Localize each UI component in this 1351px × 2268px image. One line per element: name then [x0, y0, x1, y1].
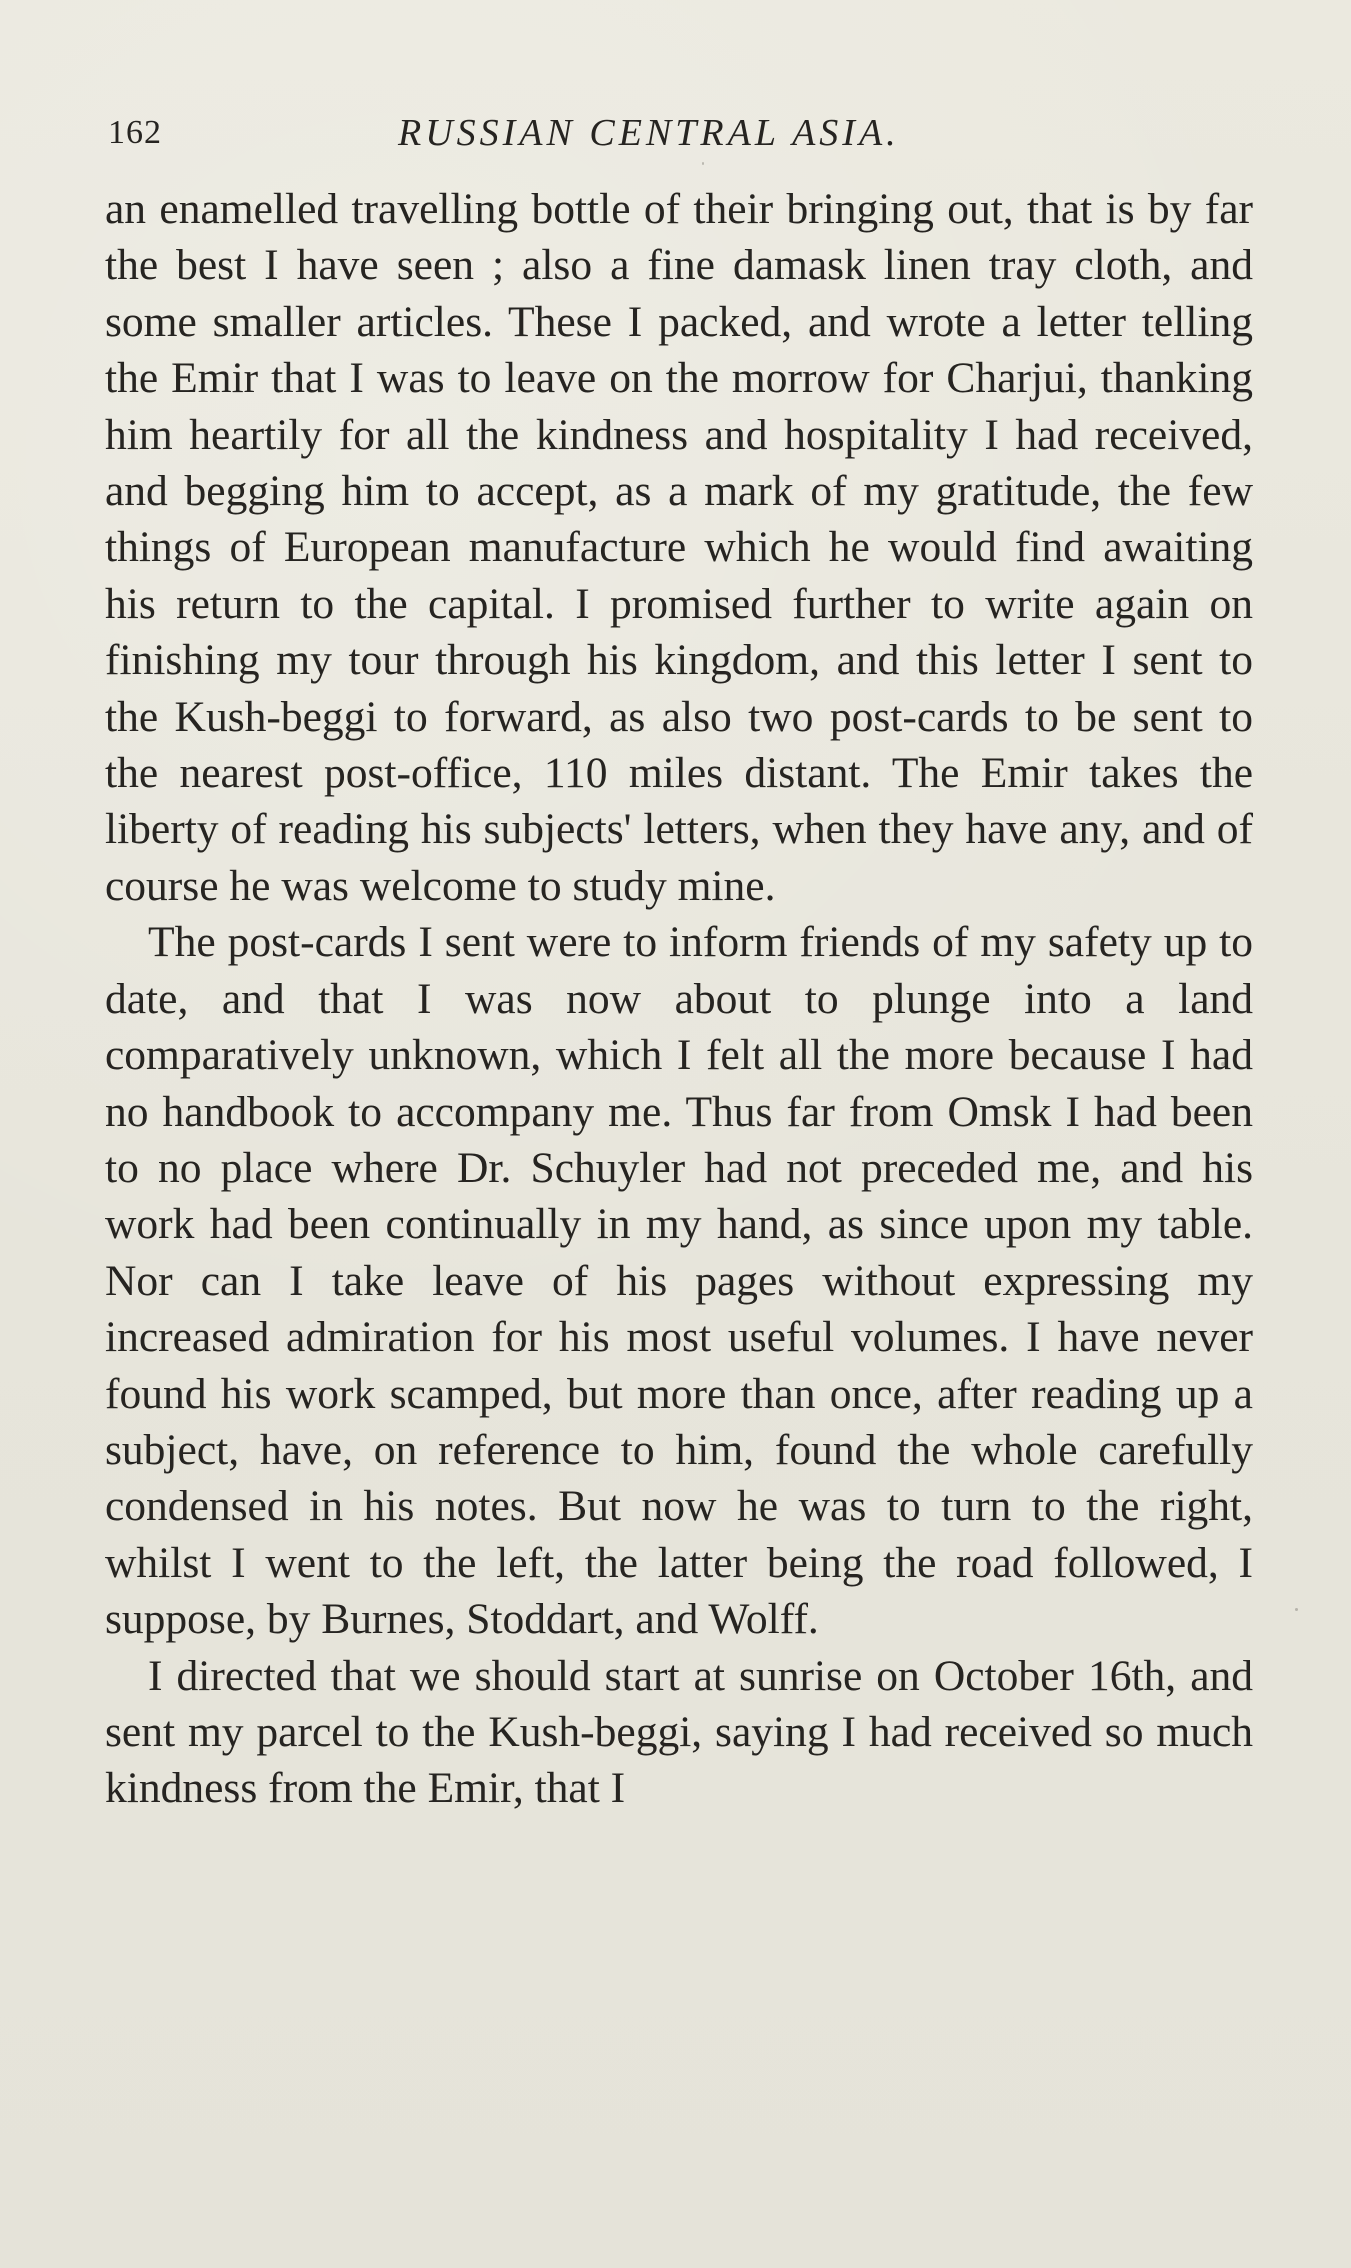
paper-speck	[1295, 1608, 1298, 1611]
running-head: RUSSIAN CENTRAL ASIA.	[398, 112, 900, 154]
paragraph-2: The post-cards I sent were to inform friends of my safety up to date, and that I was now about to plunge into a land comparatively unknown, which I felt all the more because I had no handbook to accompany me. Thus far from Omsk I had been to no place where Dr. Schuyler had not preceded me, and his work had been continually in my hand, as since upon my table. Nor can I take leave of his pages without expressing my increased admiration for his most useful volumes. I have never found his work scamped, but more than once, after reading up a subject, have, on reference to him, found the whole carefully condensed in his notes. But now he was to turn to the right, whilst I went to the left, the latter being the road followed, I suppose, by Burnes, Stoddart, and Wolff.	[105, 918, 1253, 1644]
paragraph-3: I directed that we should start at sunrise on October 16th, and sent my parcel to the Kush-beggi, saying I had received so much kindness from the Emir, that I	[105, 1651, 1253, 1813]
page-number: 162	[108, 114, 162, 151]
paragraph-1: an enamelled travelling bottle of their bringing out, that is by far the best I have seen ; also a fine damask linen tray cloth, and some smaller articles. These I packed, and wrote a letter telling the Emir that I was to leave on the morrow for Charjui, thanking him heartily for all the kindness and hospitality I had received, and begging him to accept, as a mark of my gratitude, the few things of European manufacture which he would find awaiting his return to the capital. I promised further to write again on finishing my tour through his kingdom, and this letter I sent to the Kush-beggi to forward, as also two post-cards to be sent to the nearest post-office, 110 miles distant. The Emir takes the liberty of reading his subjects' letters, when they have any, and of course he was welcome to study mine.	[105, 185, 1253, 910]
paper-speck	[1221, 1062, 1225, 1066]
body-text	[105, 181, 1253, 1817]
page-header	[108, 108, 1248, 158]
paper-speck	[272, 1670, 275, 1674]
paper-speck	[702, 162, 704, 165]
